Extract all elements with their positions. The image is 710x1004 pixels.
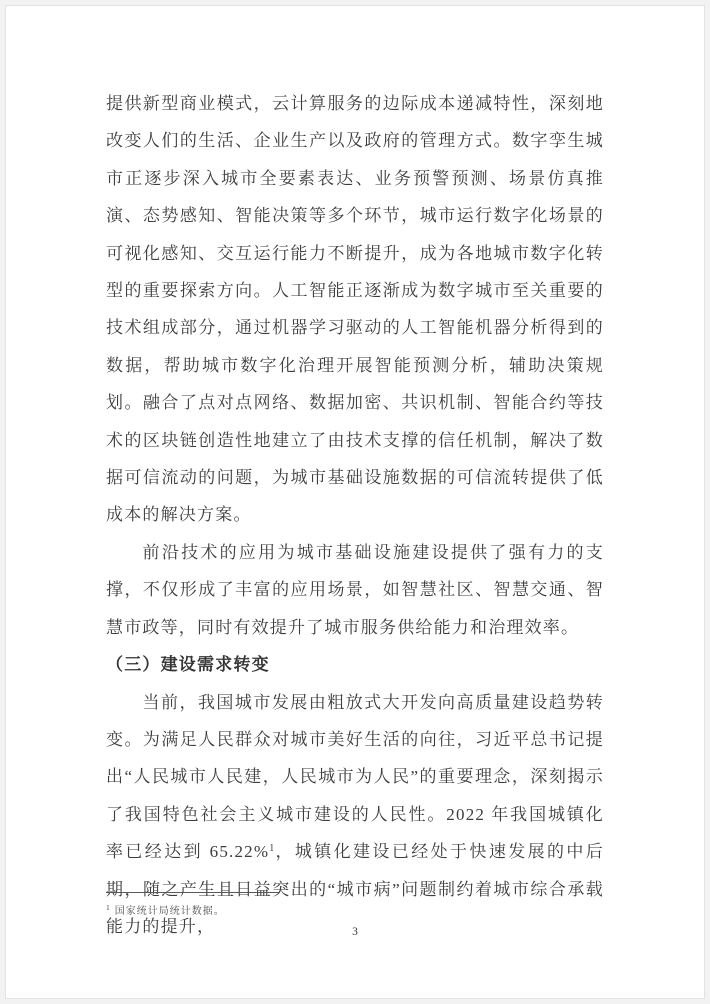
body-paragraph: 前沿技术的应用为城市基础设施建设提供了强有力的支撑，不仅形成了丰富的应用场景，如智慧社区、智慧交通、智慧市政等，同时有效提升了城市服务供给能力和治理效率。: [106, 542, 604, 637]
body-paragraph-continuation: 提供新型商业模式，云计算服务的边际成本递减特性，深刻地改变人们的生活、企业生产以及政府的管理方式。数字孪生城市正逐步深入城市全要素表达、业务预警预测、场景仿真推演、态势感知、智能决策等多个环节，城市运行数字化场景的可视化感知、交互运行能力不断提升，成为各地城市数字化转型的重要探索方向。人工智能正逐渐成为数字城市至关重要的技术组成部分，通过机器学习驱动的人工智能机器分析得到的数据，帮助城市数字化治理开展智能预测分析，辅助决策规划。融合了点对点网络、数据加密、共识机制、智能合约等技术的区块链创造性地建立了由技术支撑的信任机制，解决了数据可信流动的问题，为城市基础设施数据的可信流转提供了低成本的解决方案。: [106, 94, 604, 525]
footnote-number: 1: [106, 903, 110, 912]
document-page: [5, 5, 705, 999]
footnote-content: 国家统计局统计数据。: [114, 906, 225, 917]
page-number: 3: [352, 926, 358, 938]
paragraph-text: 当前，我国城市发展由粗放式大开发向高质量建设趋势转变。为满足人民群众对城市美好生活的向往，习近平总书记提出“人民城市人民建，人民城市为人民”的重要理念，深刻揭示了我国特色社会主义城市建设的人民性。2022 年我国城镇化率已经达到 65.22%: [106, 692, 604, 862]
page-body: [106, 85, 604, 945]
footnote-separator-line: [106, 892, 280, 893]
paragraph-text: ，城镇化建设已经处于快速发展的中后期，随之产生且日益突出的“城市病”问题制约着城市综合承载能力的提升，: [106, 842, 604, 936]
footnote-reference: 1: [269, 843, 275, 855]
section-heading: （三）建设需求转变: [106, 655, 270, 675]
footnote: [106, 900, 586, 920]
